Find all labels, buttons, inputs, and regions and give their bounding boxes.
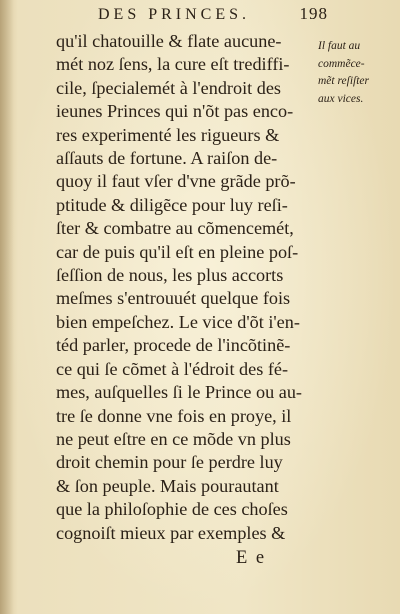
text-line: res experimenté les rigueurs &	[56, 124, 280, 145]
text-line: & ſon peuple. Mais pourautant	[56, 475, 279, 496]
marginal-note-line: commẽce-	[318, 57, 365, 70]
text-line: ce qui ſe cõmet à l'édroit des fé-	[56, 358, 289, 379]
page-header	[98, 4, 328, 24]
text-line: téd parler, procede de l'incõtinẽ-	[56, 335, 291, 356]
text-line: mét noz ſens, la cure eſt trediffi-	[56, 54, 290, 75]
text-line: droit chemin pour ſe perdre luy	[56, 452, 283, 473]
marginal-note-line: aux vices.	[318, 92, 364, 105]
text-line: ſter & combatre au cõmencemét,	[56, 218, 294, 239]
text-line: aſſauts de fortune. A raiſon de-	[56, 148, 278, 169]
text-line: mes, auſquelles ſi le Prince ou au-	[56, 382, 302, 403]
text-line: quoy il faut vſer d'vne grãde prõ-	[56, 171, 296, 192]
text-line: car de puis qu'il eſt en pleine poſ-	[56, 241, 299, 262]
text-line: ieunes Princes qui n'õt pas enco-	[56, 101, 294, 122]
body-text	[56, 30, 314, 545]
text-line: qu'il chatouille & flate aucune-	[56, 31, 282, 51]
text-line: meſmes s'entrouuét quelque fois	[56, 288, 291, 309]
marginal-note	[318, 38, 398, 108]
text-line: cile, ſpecialemét à l'endroit des	[56, 77, 281, 98]
text-line: ſeſſion de nous, les plus accorts	[56, 265, 284, 286]
running-head: DES PRINCES.	[98, 6, 251, 23]
text-line: que la philoſophie de ces choſes	[56, 499, 288, 520]
marginal-note-line: Il faut au	[318, 40, 361, 52]
marginal-note-line: mẽt reſiſter	[318, 75, 369, 87]
text-line: tre ſe donne vne fois en proye, il	[56, 405, 292, 426]
text-line: ptitude & diligẽce pour luy reſi-	[56, 194, 288, 215]
gutter-shadow	[0, 0, 14, 614]
text-line: cognoiſt mieux par exemples &	[56, 522, 286, 543]
text-line: ne peut eſtre en ce mõde vn plus	[56, 428, 291, 449]
catchword: E e	[236, 548, 267, 568]
text-line: bien empeſchez. Le vice d'õt i'en-	[56, 311, 300, 332]
page-number: 198	[299, 4, 328, 23]
